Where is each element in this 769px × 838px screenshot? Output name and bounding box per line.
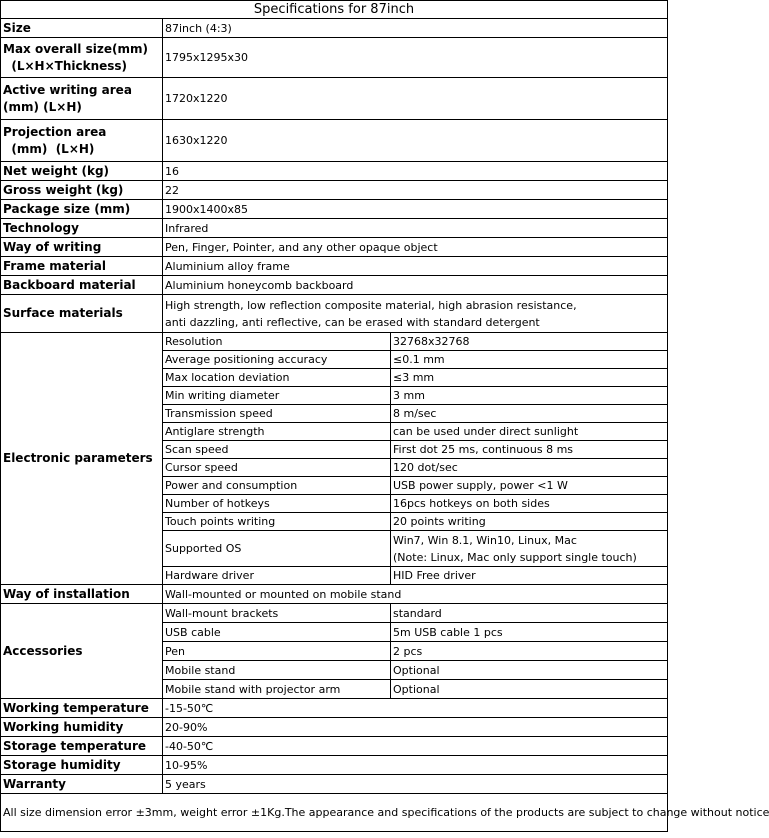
surface-materials-label: Surface materials (1, 295, 163, 333)
projection-area-label-line1: Projection area (3, 124, 107, 139)
storage-humidity-value: 10-95% (163, 756, 668, 775)
accessory-projector-arm: Mobile stand with projector arm (163, 680, 391, 699)
param-antiglare-value: can be used under direct sunlight (391, 423, 668, 441)
size-value: 87inch (4:3) (163, 19, 668, 38)
accessory-pen-value: 2 pcs (391, 642, 668, 661)
surface-materials-line2: anti dazzling, anti reflective, can be erased with standard detergent (165, 315, 540, 329)
param-touch-points: Touch points writing (163, 513, 391, 531)
param-scan-speed: Scan speed (163, 441, 391, 459)
param-antiglare: Antiglare strength (163, 423, 391, 441)
storage-humidity-label: Storage humidity (1, 756, 163, 775)
param-cursor-speed: Cursor speed (163, 459, 391, 477)
working-humidity-value: 20-90% (163, 718, 668, 737)
package-size-value: 1900x1400x85 (163, 200, 668, 219)
active-area-label-line1: Active writing area (3, 82, 132, 97)
param-hotkeys-value: 16pcs hotkeys on both sides (391, 495, 668, 513)
param-hotkeys: Number of hotkeys (163, 495, 391, 513)
param-power: Power and consumption (163, 477, 391, 495)
storage-temperature-value: -40-50℃ (163, 737, 668, 756)
max-size-label-line1: Max overall size(mm) (3, 41, 148, 56)
working-humidity-label: Working humidity (1, 718, 163, 737)
frame-material-label: Frame material (1, 257, 163, 276)
param-hardware-driver: Hardware driver (163, 567, 391, 585)
surface-materials-value (163, 295, 668, 333)
accessory-pen: Pen (163, 642, 391, 661)
accessory-wall-mount-value: standard (391, 604, 668, 623)
accessories-label: Accessories (1, 604, 163, 699)
param-accuracy: Average positioning accuracy (163, 351, 391, 369)
accessory-mobile-stand: Mobile stand (163, 661, 391, 680)
size-label: Size (1, 19, 163, 38)
param-resolution-value: 32768x32768 (391, 333, 668, 351)
param-min-diameter: Min writing diameter (163, 387, 391, 405)
frame-material-value: Aluminium alloy frame (163, 257, 668, 276)
param-resolution: Resolution (163, 333, 391, 351)
active-area-label-line2: (mm) (L×H) (3, 99, 82, 114)
active-area-label (1, 78, 163, 120)
param-transmission-value: 8 m/sec (391, 405, 668, 423)
footer-note: All size dimension error ±3mm, weight error ±1Kg.The appearance and specifications of the products are subject to change without notice (1, 794, 668, 832)
accessory-usb-cable: USB cable (163, 623, 391, 642)
warranty-label: Warranty (1, 775, 163, 794)
accessory-projector-arm-value: Optional (391, 680, 668, 699)
param-hardware-driver-value: HID Free driver (391, 567, 668, 585)
param-touch-points-value: 20 points writing (391, 513, 668, 531)
net-weight-value: 16 (163, 162, 668, 181)
param-power-value: USB power supply, power <1 W (391, 477, 668, 495)
param-supported-os-value (391, 531, 668, 567)
max-size-label (1, 38, 163, 78)
projection-area-label-line2: (mm) (L×H) (3, 141, 95, 156)
param-scan-speed-value: First dot 25 ms, continuous 8 ms (391, 441, 668, 459)
net-weight-label: Net weight (kg) (1, 162, 163, 181)
accessory-wall-mount: Wall-mount brackets (163, 604, 391, 623)
way-of-writing-value: Pen, Finger, Pointer, and any other opaque object (163, 238, 668, 257)
table-title: Specifications for 87inch (1, 1, 668, 19)
surface-materials-line1: High strength, low reflection composite material, high abrasion resistance, (165, 298, 577, 312)
supported-os-line2: (Note: Linux, Mac only support single touch) (393, 550, 637, 564)
max-size-value: 1795x1295x30 (163, 38, 668, 78)
backboard-material-value: Aluminium honeycomb backboard (163, 276, 668, 295)
working-temperature-value: -15-50℃ (163, 699, 668, 718)
param-supported-os: Supported OS (163, 531, 391, 567)
technology-label: Technology (1, 219, 163, 238)
max-size-label-line2: (L×H×Thickness) (3, 58, 128, 73)
active-area-value: 1720x1220 (163, 78, 668, 120)
gross-weight-label: Gross weight (kg) (1, 181, 163, 200)
param-accuracy-value: ≤0.1 mm (391, 351, 668, 369)
gross-weight-value: 22 (163, 181, 668, 200)
supported-os-line1: Win7, Win 8.1, Win10, Linux, Mac (393, 533, 577, 547)
accessory-mobile-stand-value: Optional (391, 661, 668, 680)
backboard-material-label: Backboard material (1, 276, 163, 295)
installation-label: Way of installation (1, 585, 163, 604)
param-deviation: Max location deviation (163, 369, 391, 387)
warranty-value: 5 years (163, 775, 668, 794)
storage-temperature-label: Storage temperature (1, 737, 163, 756)
param-min-diameter-value: 3 mm (391, 387, 668, 405)
working-temperature-label: Working temperature (1, 699, 163, 718)
package-size-label: Package size (mm) (1, 200, 163, 219)
param-transmission: Transmission speed (163, 405, 391, 423)
projection-area-label (1, 120, 163, 162)
accessory-usb-cable-value: 5m USB cable 1 pcs (391, 623, 668, 642)
way-of-writing-label: Way of writing (1, 238, 163, 257)
installation-value: Wall-mounted or mounted on mobile stand (163, 585, 668, 604)
electronic-parameters-label: Electronic parameters (1, 333, 163, 585)
param-cursor-speed-value: 120 dot/sec (391, 459, 668, 477)
technology-value: Infrared (163, 219, 668, 238)
projection-area-value: 1630x1220 (163, 120, 668, 162)
param-deviation-value: ≤3 mm (391, 369, 668, 387)
